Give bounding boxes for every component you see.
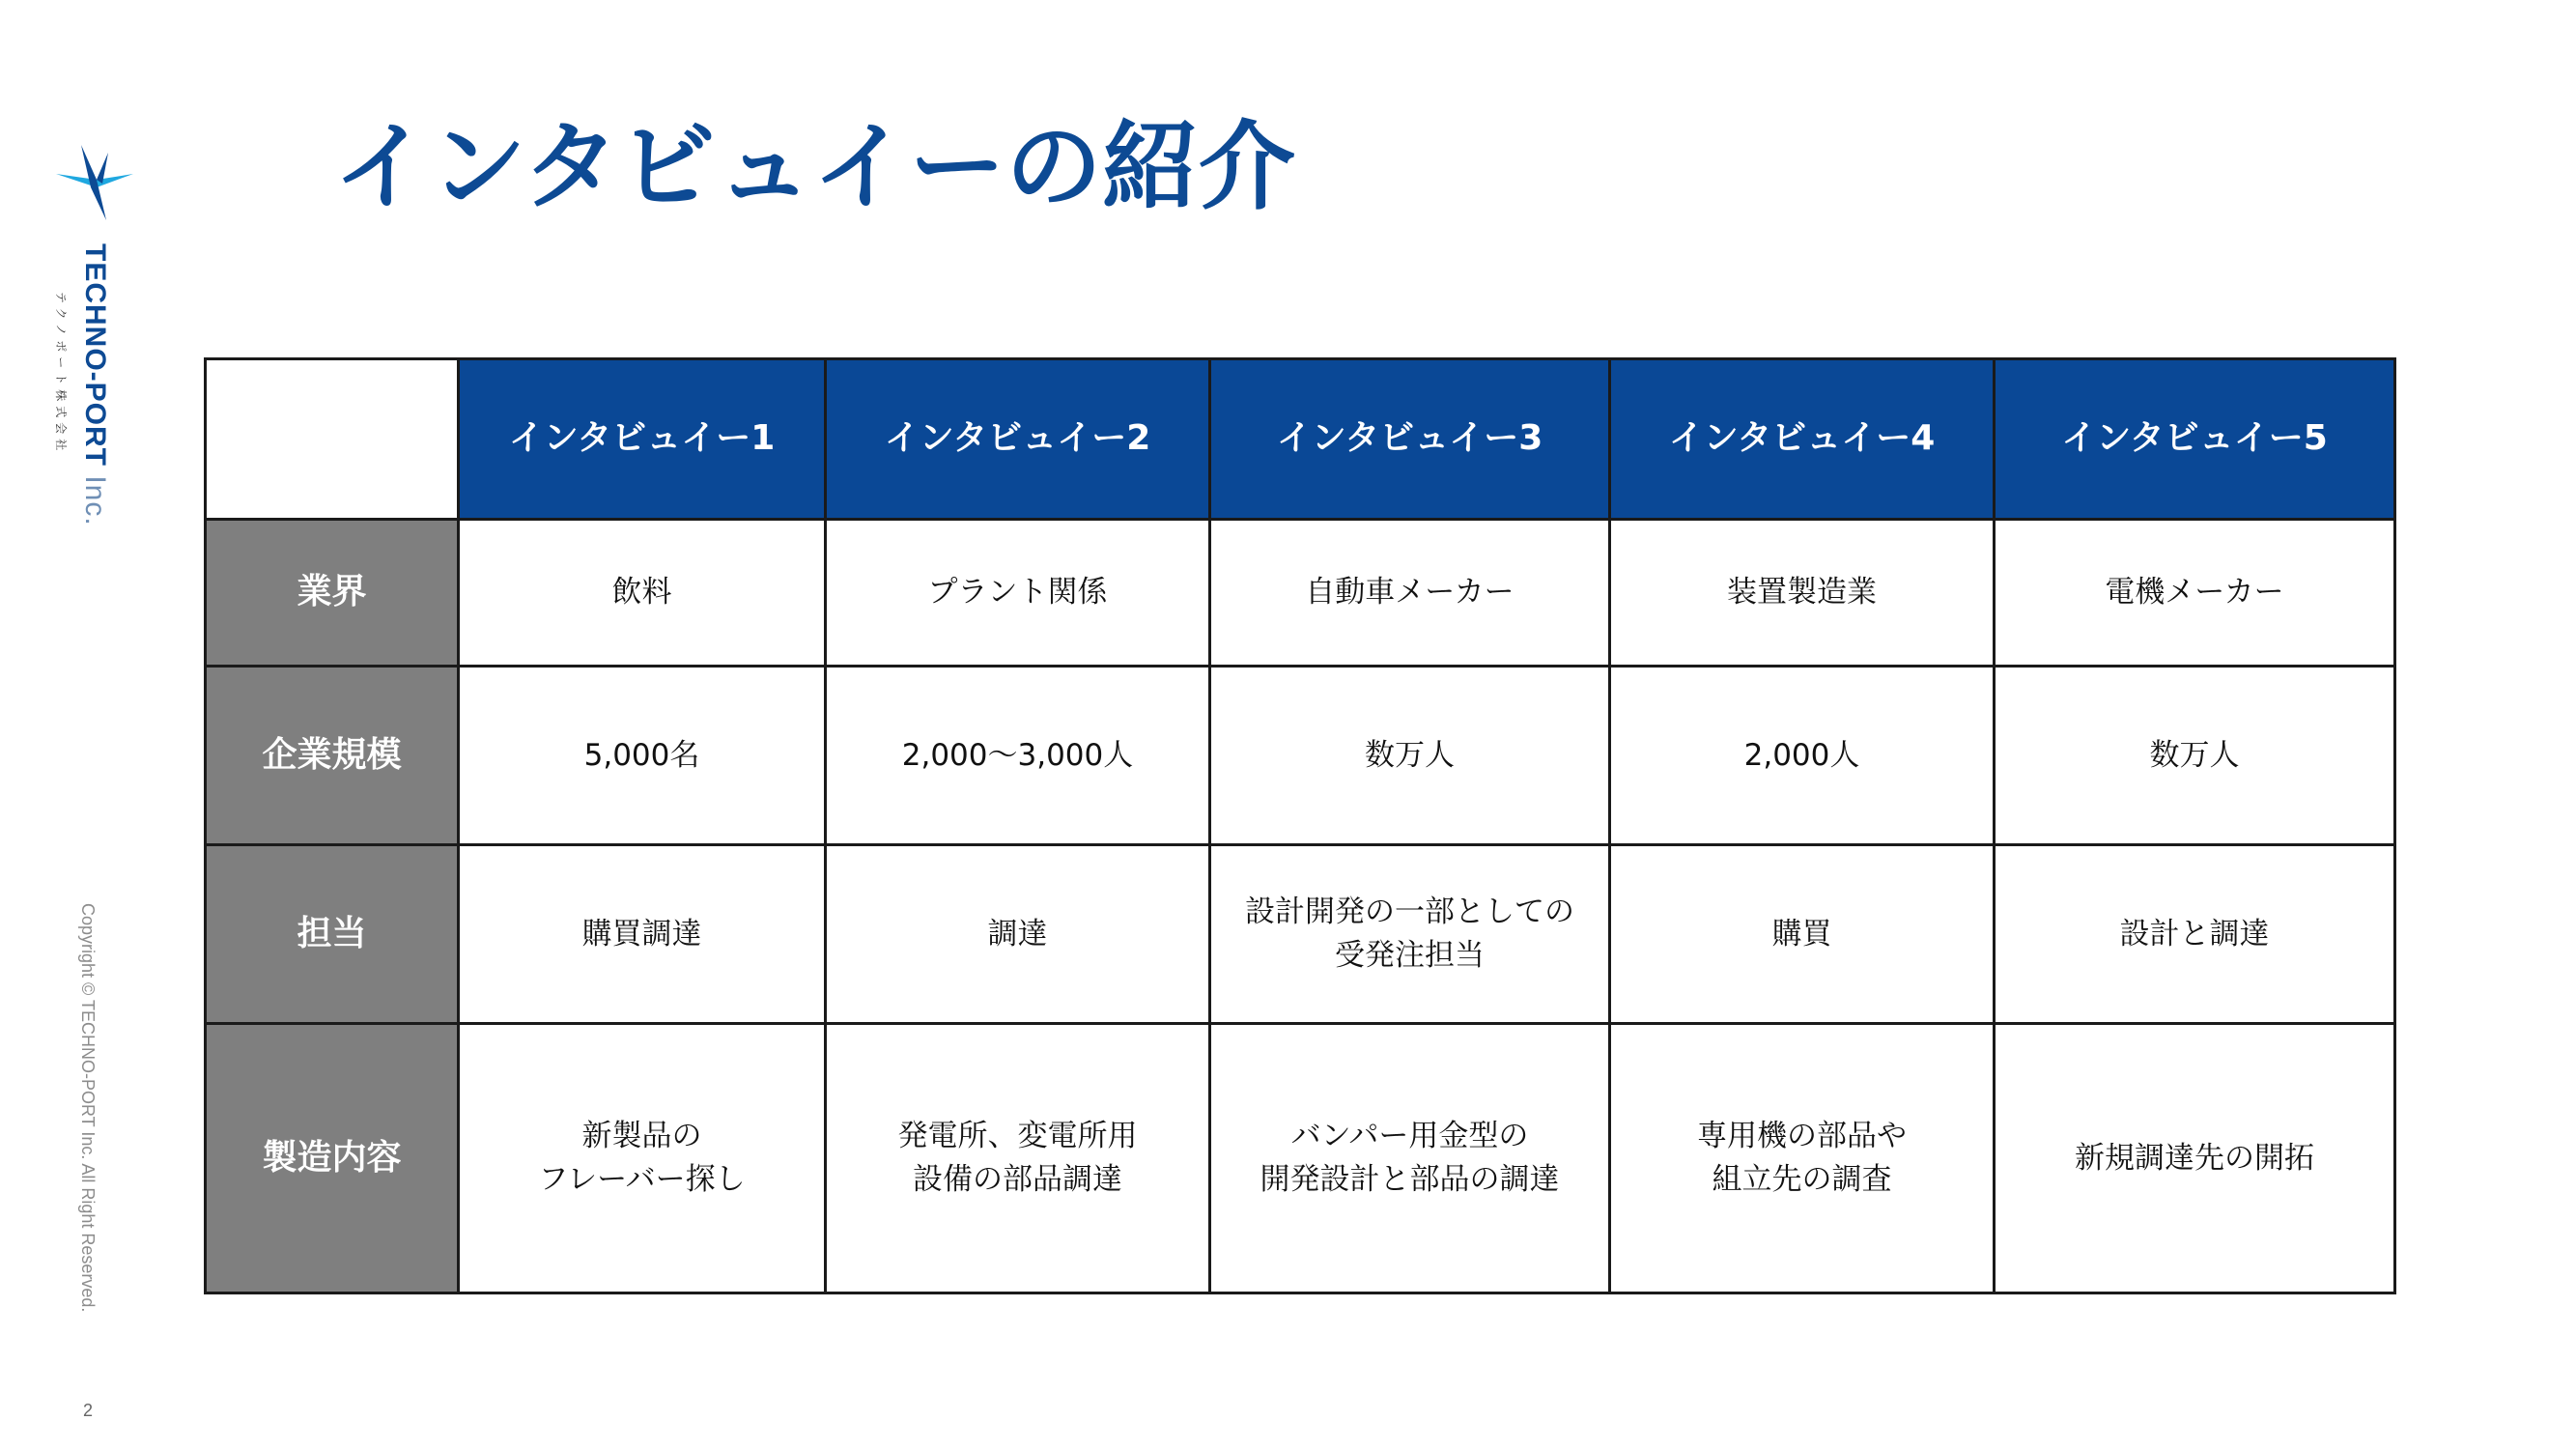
table-cell: バンパー用金型の 開発設計と部品の調達	[1210, 1024, 1610, 1293]
table-cell: 専用機の部品や 組立先の調査	[1610, 1024, 1995, 1293]
row-header: 企業規模	[206, 667, 459, 845]
table-cell: 自動車メーカー	[1210, 520, 1610, 667]
column-header: インタビュイー5	[1995, 359, 2395, 520]
table-cell: 装置製造業	[1610, 520, 1995, 667]
page-number: 2	[83, 1401, 94, 1420]
row-header: 業界	[206, 520, 459, 667]
table-row	[206, 667, 2395, 845]
table-cell: 2,000〜3,000人	[826, 667, 1210, 845]
table-row	[206, 520, 2395, 667]
row-header: 製造内容	[206, 1024, 459, 1293]
table-cell: 数万人	[1995, 667, 2395, 845]
column-header: インタビュイー4	[1610, 359, 1995, 520]
table-cell: 2,000人	[1610, 667, 1995, 845]
table-cell: 設計開発の一部としての 受発注担当	[1210, 845, 1610, 1024]
table-cell: 飲料	[459, 520, 826, 667]
table-row	[206, 1024, 2395, 1293]
table-cell: 電機メーカー	[1995, 520, 2395, 667]
table-cell: 数万人	[1210, 667, 1610, 845]
brand-name-text: TECHNO-PORT	[79, 243, 111, 467]
table-row	[206, 845, 2395, 1024]
column-header: インタビュイー3	[1210, 359, 1610, 520]
brand-kana: テクノポート株式会社	[54, 292, 68, 456]
brand-name-suffix: Inc.	[79, 475, 111, 526]
page-title: インタビュイーの紹介	[333, 110, 1295, 223]
table-cell: プラント関係	[826, 520, 1210, 667]
table-header-row	[206, 359, 2395, 520]
row-header: 担当	[206, 845, 459, 1024]
table-cell: 新規調達先の開拓	[1995, 1024, 2395, 1293]
table-cell: 5,000名	[459, 667, 826, 845]
table-corner-cell	[206, 359, 459, 520]
copyright-notice: Copyright © TECHNO-PORT Inc. All Right Reserved.	[78, 903, 98, 1313]
table-cell: 新製品の フレーバー探し	[459, 1024, 826, 1293]
table-cell: 発電所、変電所用 設備の部品調達	[826, 1024, 1210, 1293]
table-cell: 購買	[1610, 845, 1995, 1024]
table-cell: 購買調達	[459, 845, 826, 1024]
table-cell: 調達	[826, 845, 1210, 1024]
brand-name	[78, 243, 111, 526]
column-header: インタビュイー1	[459, 359, 826, 520]
table-cell: 設計と調達	[1995, 845, 2395, 1024]
column-header: インタビュイー2	[826, 359, 1210, 520]
compass-star-icon	[56, 145, 135, 222]
interviewee-table	[204, 357, 2396, 1294]
